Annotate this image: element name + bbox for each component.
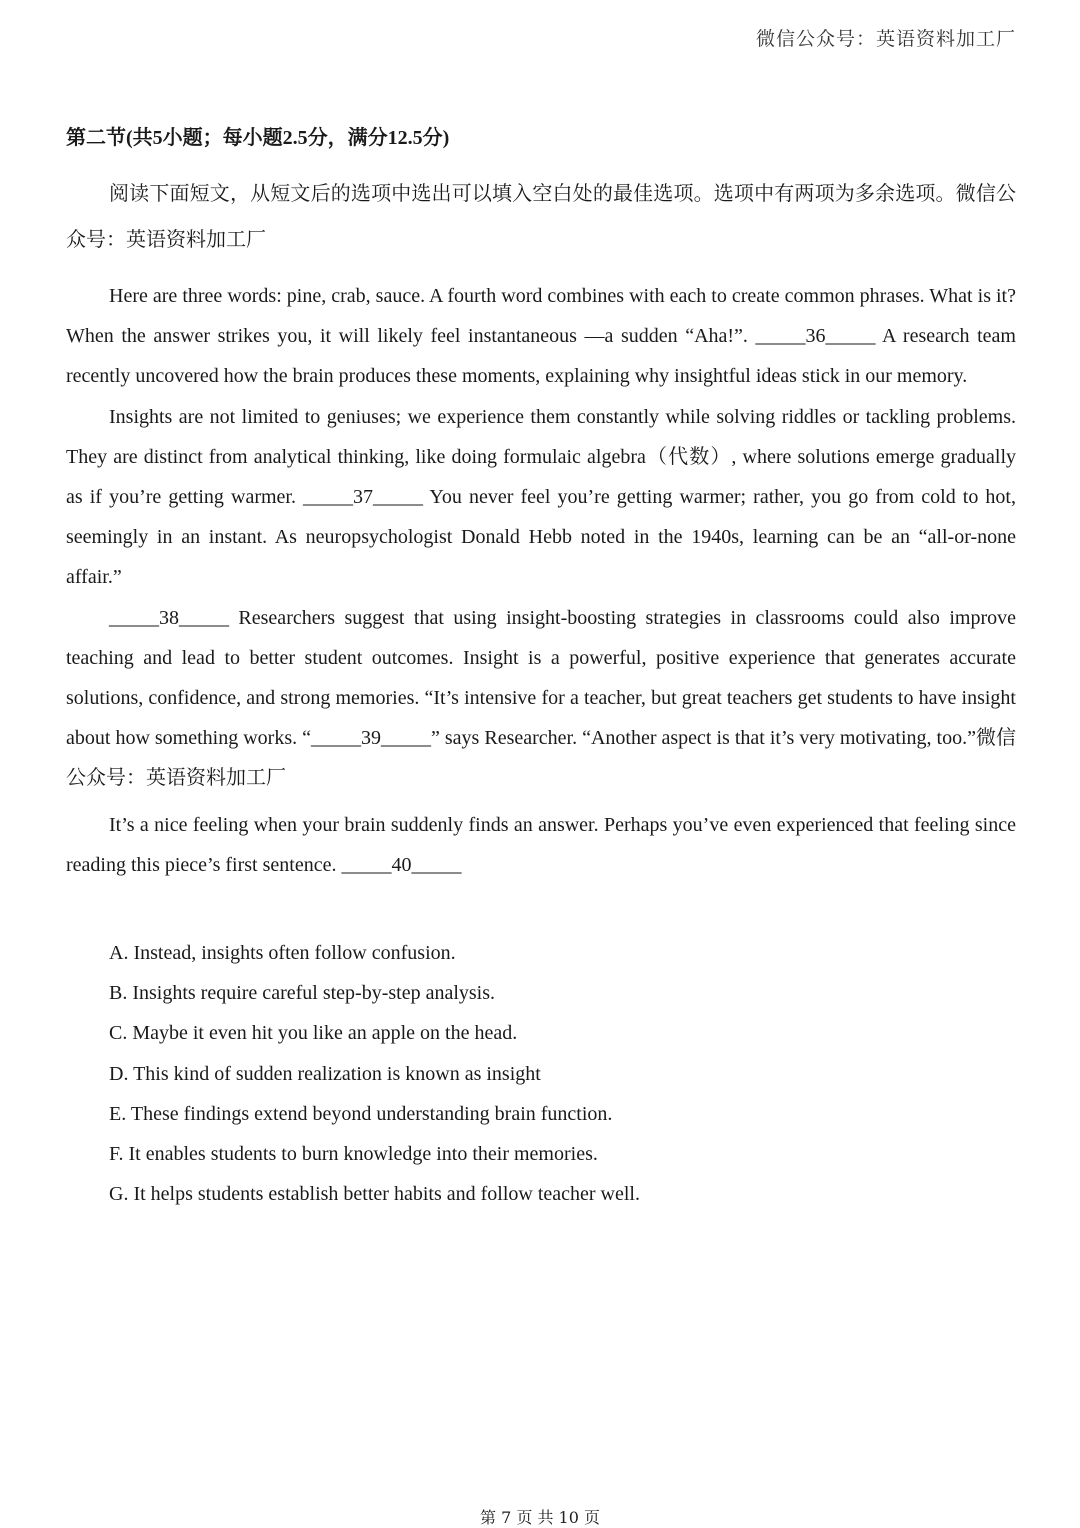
option-b: B. Insights require careful step-by-step analysis. xyxy=(109,982,496,1005)
document-body xyxy=(66,120,1016,1214)
header-watermark: 微信公众号：英语资料加工厂 xyxy=(755,28,1016,50)
option-d: D. This kind of sudden realization is known as insight xyxy=(109,1062,541,1085)
passage-paragraph-4: It’s a nice feeling when your brain suddenly finds an answer. Perhaps you’ve even experienced that feeling since reading this piece’s first sentence. _____40_____ xyxy=(66,813,1016,876)
option-e: E. These findings extend beyond understanding brain function. xyxy=(109,1102,613,1125)
section-instruction: 阅读下面短文，从短文后的选项中选出可以填入空白处的最佳选项。选项中有两项为多余选项。微信公众号：英语资料加工厂 xyxy=(66,181,1016,251)
option-g: G. It helps students establish better habits and follow teacher well. xyxy=(109,1183,640,1206)
options-list xyxy=(66,933,1016,1214)
passage-paragraph-3: _____38_____ Researchers suggest that using insight-boosting strategies in classrooms could also improve teaching and lead to better student outcomes. Insight is a powerful, positive experience that generates accurate solutions, confidence, and strong memories. “It’s intensive for a teacher, but great teachers get students to have insight about how something works. “_____39_____” says Researcher. “Another aspect is that it’s very motivating, too.”微信公众号：英语资料加工厂 xyxy=(66,606,1016,790)
section-title: 第二节(共5小题；每小题2.5分，满分12.5分) xyxy=(66,127,450,149)
option-f: F. It enables students to burn knowledge into their memories. xyxy=(109,1143,598,1166)
passage-paragraph-2: Insights are not limited to geniuses; we experience them constantly while solving riddles or tackling problems. They are distinct from analytical thinking, like doing formulaic algebra（代数）, where solutions emerge gradually as if you’re getting warmer. _____37_____ You never feel you’re getting warmer; rather, you go from cold to hot, seemingly in an instant. As neuropsychologist Donald Hebb noted in the 1940s, learning can be an “all-or-none affair.” xyxy=(66,405,1016,589)
option-c: C. Maybe it even hit you like an apple on the head. xyxy=(109,1022,518,1045)
page-number: 第 7 页 共 10 页 xyxy=(480,1508,600,1527)
option-a: A. Instead, insights often follow confusion. xyxy=(109,942,456,965)
passage-paragraph-1: Here are three words: pine, crab, sauce. A fourth word combines with each to create common phrases. What is it? When the answer strikes you, it will likely feel instantaneous —a sudden “Aha!”. _____36_____ A research team recently uncovered how the brain produces these moments, explaining why insightful ideas stick in our memory. xyxy=(66,285,1016,388)
